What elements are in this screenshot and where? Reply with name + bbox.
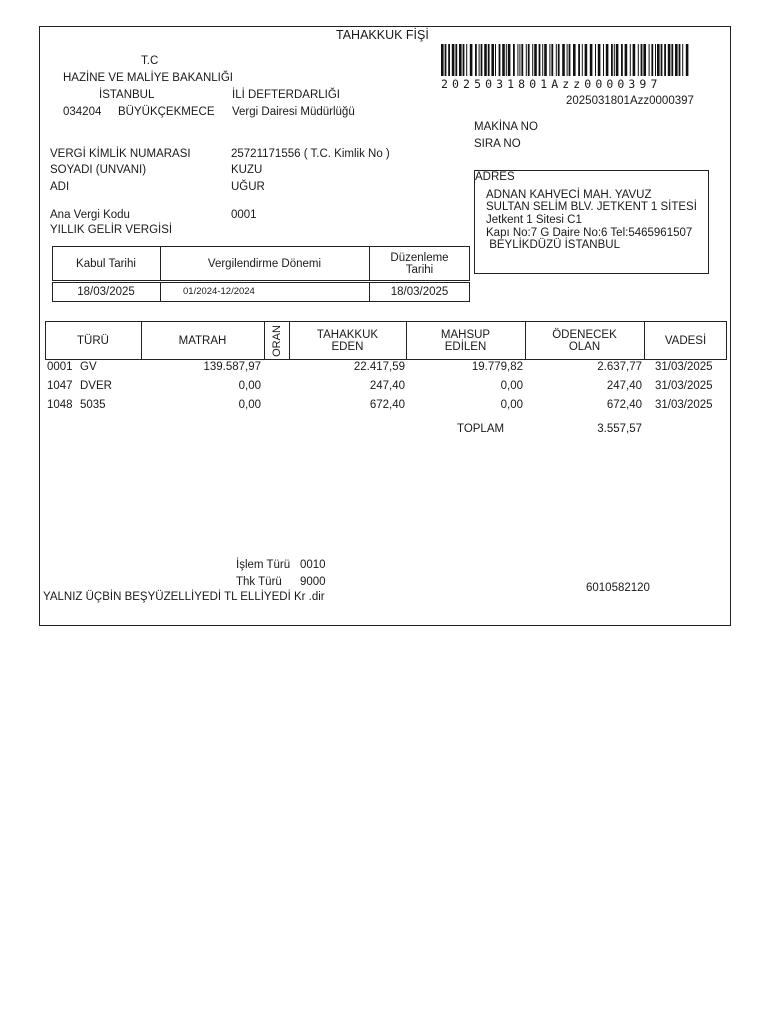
row-odenecek: 672,40 <box>606 399 642 411</box>
barcode-bar <box>466 44 467 76</box>
row-odenecek: 247,40 <box>606 380 642 392</box>
barcode-bar <box>582 44 583 76</box>
barcode-bar <box>508 44 511 76</box>
barcode-bar <box>481 44 483 76</box>
header-vadesi: VADESİ <box>664 334 707 347</box>
barcode-bar <box>569 44 571 76</box>
barcode-bar <box>463 44 465 76</box>
row-matrah: 139.587,97 <box>203 361 261 373</box>
surname-label: SOYADI (UNVANI) <box>50 164 147 176</box>
issue-date-header-line-2: Tarihi <box>405 263 434 276</box>
row-mahsup: 0,00 <box>500 399 523 411</box>
barcode-bar <box>573 44 576 76</box>
header-tahakkuk <box>289 321 406 360</box>
row-vade: 31/03/2025 <box>655 361 713 373</box>
barcode-bar <box>686 44 689 76</box>
barcode-bar <box>544 44 547 76</box>
barcode-bar <box>562 44 565 76</box>
reference-number: 6010582120 <box>586 582 650 594</box>
makina-no-label: MAKİNA NO <box>474 121 538 133</box>
header-odenecek <box>525 321 644 360</box>
barcode-bar <box>668 44 671 76</box>
barcode-bar <box>556 44 557 76</box>
header-mahsup <box>406 321 525 360</box>
barcode-bar <box>448 44 450 76</box>
row-odenecek: 2.637,77 <box>597 361 642 373</box>
barcode-digits: 2025031801Azz0000397 <box>441 77 662 91</box>
barcode-bar <box>585 44 588 76</box>
row-vade: 31/03/2025 <box>655 399 713 411</box>
barcode-bar <box>598 44 601 76</box>
row-vade: 31/03/2025 <box>655 380 713 392</box>
total-label: TOPLAM <box>457 423 505 435</box>
barcode-bar <box>551 44 553 76</box>
row-type: 5035 <box>80 399 106 411</box>
row-type: GV <box>80 361 97 373</box>
name-value: UĞUR <box>231 181 265 193</box>
barcode-bar <box>590 44 593 76</box>
row-mahsup: 19.779,82 <box>471 361 523 373</box>
header-matrah: MATRAH <box>178 334 227 347</box>
barcode-bar <box>655 44 656 76</box>
row-tahakkuk: 247,40 <box>369 380 405 392</box>
header-odenecek-line-1: ÖDENECEK <box>552 328 617 341</box>
issuer-office-code: 034204 <box>63 106 102 118</box>
total-value: 3.557,57 <box>597 423 642 435</box>
header-odenecek-line-2: OLAN <box>568 340 601 353</box>
islem-label: İşlem Türü <box>236 559 291 571</box>
sira-no-label: SIRA NO <box>474 138 521 150</box>
period-value: 01/2024-12/2024 <box>183 286 255 297</box>
thk-value: 9000 <box>300 576 326 588</box>
barcode-bar <box>475 44 477 76</box>
barcode-bar <box>445 44 447 76</box>
issuer-district: BÜYÜKÇEKMECE <box>118 106 215 118</box>
issuer-ministry: HAZİNE VE MALİYE BAKANLIĞI <box>63 72 233 84</box>
period-header: Vergilendirme Dönemi <box>207 257 322 270</box>
barcode-bar <box>633 44 636 76</box>
barcode-bar <box>682 44 683 76</box>
issue-date-value: 18/03/2025 <box>390 286 449 298</box>
barcode-bar <box>455 44 457 76</box>
barcode-bar <box>484 44 487 76</box>
address-line-3: Jetkent 1 Sitesi C1 <box>486 214 582 226</box>
barcode-bar <box>549 44 550 76</box>
barcode-bar <box>502 44 505 76</box>
barcode-bar <box>651 44 653 76</box>
barcode-bar <box>638 44 639 76</box>
barcode-bar <box>664 44 666 76</box>
issuer-city: İSTANBUL <box>99 89 155 101</box>
kabul-date-value: 18/03/2025 <box>77 286 135 298</box>
address-label: ADRES <box>475 171 515 183</box>
header-oran: ORAN <box>270 324 283 357</box>
address-line-5: BEYLİKDÜZÜ İSTANBUL <box>486 239 620 251</box>
barcode-bar <box>452 44 455 76</box>
barcode-bar <box>459 44 462 76</box>
address-line-1: ADNAN KAHVECİ MAH. YAVUZ <box>486 189 652 201</box>
tax-code-value: 0001 <box>231 209 257 221</box>
barcode-bar <box>567 44 568 76</box>
barcode-bar <box>517 44 518 76</box>
vkn-value: 25721171556 ( T.C. Kimlik No ) <box>231 148 390 160</box>
tax-code-label: Ana Vergi Kodu <box>50 209 130 221</box>
header-oran-cell <box>264 321 289 360</box>
barcode-bar <box>603 44 604 76</box>
barcode-bar <box>630 44 631 76</box>
barcode-bar <box>499 44 501 76</box>
barcode-number: 2025031801Azz0000397 <box>566 95 694 107</box>
barcode-bar <box>616 44 619 76</box>
barcode-bar <box>671 44 673 76</box>
islem-value: 0010 <box>300 559 326 571</box>
barcode-bar <box>611 44 613 76</box>
barcode-bar <box>441 44 444 76</box>
row-code: 0001 <box>47 361 73 373</box>
barcode-bar <box>657 44 660 76</box>
barcode-bar <box>506 44 507 76</box>
barcode-bar <box>479 44 480 76</box>
header-turu: TÜRÜ <box>77 334 109 347</box>
tax-type: YILLIK GELİR VERGİSİ <box>50 224 173 236</box>
barcode-bar <box>643 44 646 76</box>
barcode-bar <box>621 44 623 76</box>
barcode-bar <box>679 44 681 76</box>
barcode-bar <box>521 44 523 76</box>
thk-label: Thk Türü <box>236 576 282 588</box>
issue-date-header <box>369 246 470 281</box>
row-code: 1048 <box>47 399 73 411</box>
barcode-bar <box>578 44 580 76</box>
row-matrah: 0,00 <box>238 380 261 392</box>
barcode-bar <box>526 44 527 76</box>
issuer-office-name: Vergi Dairesi Müdürlüğü <box>232 106 355 118</box>
barcode-bar <box>491 44 494 76</box>
row-code: 1047 <box>47 380 73 392</box>
header-mahsup-line-1: MAHSUP <box>440 328 491 341</box>
row-tahakkuk: 672,40 <box>369 399 405 411</box>
surname-value: KUZU <box>231 164 263 176</box>
header-tahakkuk-line-2: EDEN <box>331 340 364 353</box>
row-matrah: 0,00 <box>238 399 261 411</box>
barcode-bar <box>513 44 515 76</box>
header-tahakkuk-line-1: TAHAKKUK <box>316 328 379 341</box>
row-tahakkuk: 22.417,59 <box>353 361 405 373</box>
barcode-bar <box>675 44 678 76</box>
barcode-bar <box>532 44 533 76</box>
barcode-bar <box>542 44 543 76</box>
barcode-bar <box>641 44 643 76</box>
barcode-bar <box>519 44 520 76</box>
barcode-bar <box>649 44 650 76</box>
barcode-bar <box>495 44 496 76</box>
barcode-bar <box>470 44 473 76</box>
barcode-bar <box>661 44 663 76</box>
name-label: ADI <box>50 181 70 193</box>
address-line-2: SULTAN SELİM BLV. JETKENT 1 SİTESİ <box>486 201 697 213</box>
address-line-4: Kapı No:7 G Daire No:6 Tel:5465961507 <box>486 227 693 239</box>
row-mahsup: 0,00 <box>500 380 523 392</box>
barcode-bar <box>595 44 596 76</box>
kabul-date-header: Kabul Tarihi <box>76 257 136 270</box>
row-type: DVER <box>80 380 112 392</box>
issuer-office: İLİ DEFTERDARLIĞI <box>232 89 340 101</box>
barcode-bar <box>534 44 537 76</box>
barcode-bar <box>539 44 541 76</box>
barcode-bar <box>606 44 609 76</box>
issuer-tc: T.C <box>141 55 159 67</box>
barcode-bar <box>488 44 490 76</box>
document-title: TAHAKKUK FİŞİ <box>336 28 429 42</box>
barcode-image <box>441 44 689 76</box>
vkn-label: VERGİ KİMLİK NUMARASI <box>50 148 191 160</box>
issue-date-header-line-1: Düzenleme <box>390 251 449 264</box>
barcode-bar <box>614 44 615 76</box>
barcode-bar <box>528 44 530 76</box>
barcode-bar <box>625 44 628 76</box>
barcode-bar <box>558 44 560 76</box>
header-mahsup-line-2: EDİLEN <box>444 340 487 353</box>
amount-in-words: YALNIZ ÜÇBİN BEŞYÜZELLİYEDİ TL ELLİYEDİ Kr .dir <box>43 591 325 603</box>
